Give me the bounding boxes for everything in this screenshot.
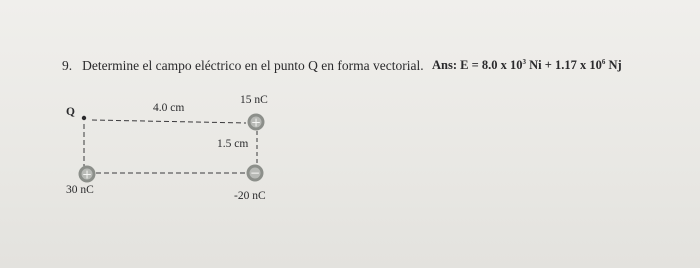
answer-exponent-2: 6 [601, 58, 606, 66]
charge-top-right [248, 114, 265, 131]
answer-middle: Ni + 1.17 x 10 [525, 58, 602, 72]
charge-bottom-right [247, 165, 264, 182]
question-number: 9. [62, 58, 73, 73]
top-dashed-line [92, 120, 246, 123]
charge-bottom-right-label: -20 nC [234, 190, 266, 202]
point-q-dot [82, 116, 86, 120]
charge-bottom-left-label: 30 nC [66, 184, 94, 196]
answer-suffix: Nj [605, 58, 622, 72]
answer-prefix: Ans: E = 8.0 x 10 [432, 58, 523, 72]
question-text: Determine el campo eléctrico en el punto Q en forma vectorial. [82, 58, 424, 73]
vertical-distance-label: 1.5 cm [217, 138, 249, 150]
plus-icon: + [81, 167, 93, 182]
charge-top-right-label: 15 nC [240, 94, 268, 106]
point-q-label: Q [66, 106, 75, 118]
horizontal-distance-label: 4.0 cm [153, 102, 185, 114]
minus-icon: − [249, 166, 261, 180]
answer-exponent-1: 3 [522, 58, 526, 66]
plus-icon: + [250, 115, 262, 130]
charge-bottom-left [79, 166, 96, 183]
